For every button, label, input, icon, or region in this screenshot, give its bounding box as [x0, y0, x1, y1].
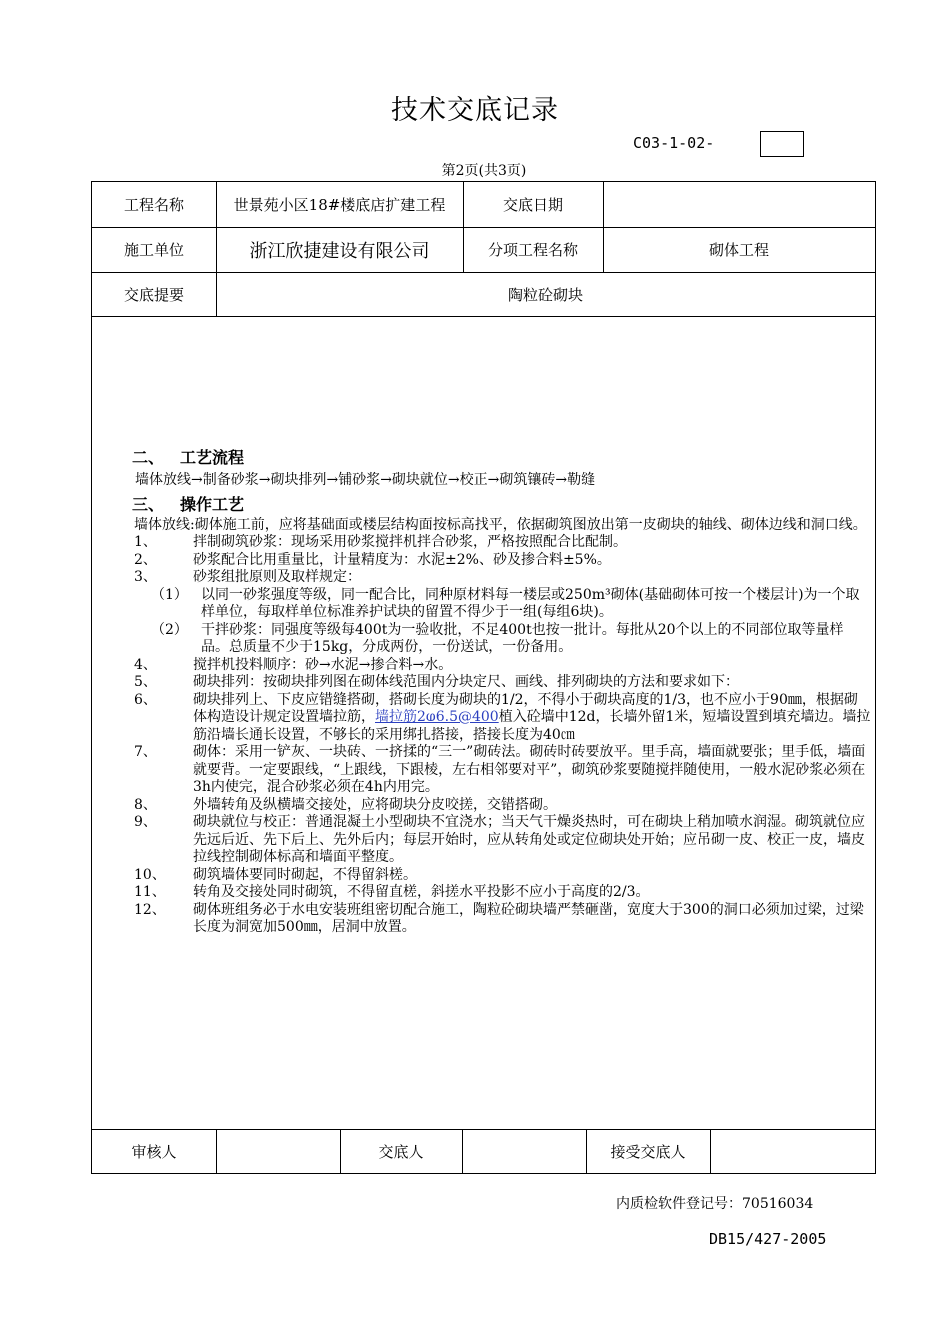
contractor-value: 浙江欣捷建设有限公司 [249, 240, 430, 262]
receiver-label: 接受交底人 [610, 1143, 686, 1161]
section-3-title: 操作工艺 [180, 494, 245, 514]
list-item: 8、 外墙转角及纵横墙交接处，应将砌块分皮咬搓，交错搭砌。 [134, 796, 557, 813]
form-code: C03-1-02- [633, 134, 715, 152]
sub-list-item: （2） 干拌砂浆：同强度等级每400t为一验收批，不足400t也按一批计。每批从20个以上的不同部位取等量样品。总质量不少于15kg，分成两份，一份送试，一份备用。 [151, 621, 844, 655]
section-3-number: 三、 [132, 494, 165, 514]
list-item: 9、 砌块就位与校正：普通混凝土小型砌块不宜浇水；当天气干燥炎热时，可在砌块上稍加喷水润湿。砌筑就位应先远后近、先下后上、先外后内；每层开始时，应从转角处或定位砌块处开始；应吊砌一皮、校正一皮，墙皮拉线控制砌体标高和墙面平整度。 [134, 814, 865, 865]
summary-value: 陶粒砼砌块 [507, 285, 583, 304]
list-item: 5、 砌块排列：按砌块排列图在砌体线范围内分块定尺、画线、排列砌块的方法和要求如下： [134, 674, 739, 690]
list-item: 11、 转角及交接处同时砌筑，不得留直槎，斜搓水平投影不应小于高度的2/3。 [134, 884, 650, 900]
discloser-field[interactable] [462, 1129, 586, 1174]
list-item: 12、 砌体班组务必于水电安装班组密切配合施工，陶粒砼砌块墙严禁砸凿，宽度大于300的洞口必须加过梁，过梁长度为洞宽加500㎜，居洞中放置。 [134, 901, 864, 935]
list-item: 4、 搅拌机投料顺序：砂→水泥→掺合料→水。 [134, 656, 453, 673]
software-registration: 内质检软件登记号：70516034 [616, 1196, 814, 1212]
contractor-label: 施工单位 [123, 241, 184, 259]
section-2-title: 工艺流程 [180, 448, 245, 467]
sub-project-label: 分项工程名称 [487, 241, 578, 259]
section-3-heading [132, 493, 871, 517]
standard-code: DB15/427-2005 [709, 1230, 827, 1248]
sub-project-value: 砌体工程 [708, 241, 769, 259]
list-item: 1、 拌制砌筑砂浆：现场采用砂浆搅拌机拌合砂浆，严格按照配合比配制。 [134, 534, 627, 550]
sub-list-item: （1） 以同一砂浆强度等级，同一配合比，同种原材料每一楼层或250m³砌体(基础砌体可按一个楼层计)为一个取样单位，每取样单位标准养护试块的留置不得少于一组(每组6块)。 [151, 586, 860, 620]
discloser-label: 交底人 [378, 1143, 424, 1161]
section-2-number: 二、 [132, 448, 165, 467]
list-item: 3、 砂浆组批原则及取样规定： [134, 569, 361, 585]
reviewer-field[interactable] [216, 1129, 340, 1174]
list-item: 10、 砌筑墙体要同时砌起，不得留斜槎。 [134, 866, 417, 883]
intro-paragraph: 墙体放线:砌体施工前，应将基础面或楼层结构面按标高找平，依据砌筑图放出第一皮砌块的轴线、砌体边线和洞口线。 [134, 516, 867, 533]
list-item: 6、 砌块排列上、下皮应错缝搭砌，搭砌长度为砌块的1/2，不得小于砌块高度的1/3，也不应小于90㎜，根据砌体构造设计规定设置墙拉筋，墙拉筋2ⱷ6.5@400植入砼墙中12d，长墙外留1米，短墙设置到填充墙边。墙拉筋沿墙长通长设置，不够长的采用绑扎搭接，搭接长度为40㎝ [134, 691, 871, 743]
disclosure-content [101, 446, 871, 937]
project-name-label: 工程名称 [123, 196, 184, 214]
process-flow: 墙体放线→制备砂浆→砌块排列→铺砂浆→砌块就位→校正→砌筑镶砖→勒缝 [135, 472, 596, 488]
disclosure-date-label: 交底日期 [502, 196, 563, 214]
summary-label: 交底提要 [123, 285, 184, 304]
document-title: 技术交底记录 [391, 95, 559, 126]
disclosure-date-value[interactable] [603, 182, 875, 227]
receiver-field[interactable] [710, 1129, 875, 1174]
wall-tie-link[interactable]: 墙拉筋2ⱷ6.5@400 [375, 709, 499, 725]
form-code-box[interactable] [760, 131, 804, 157]
project-name-value: 世景苑小区18#楼底店扩建工程 [233, 196, 446, 214]
section-2-heading [132, 446, 871, 470]
list-item: 7、 砌体：采用一铲灰、一块砖、一挤揉的“三一”砌砖法。砌砖时砖要放平。里手高，墙面就要张；里手低，墙面就要背。一定要跟线，“上跟线，下跟棱，左右相邻要对平”，砌筑砂浆要随搅拌随使用，一般水泥砂浆必须在3h内使完，混合砂浆必须在4h内用完。 [134, 744, 866, 795]
list-item: 2、 砂浆配合比用重量比，计量精度为：水泥±2%、砂及掺合料±5%。 [134, 551, 611, 568]
page-info: 第2页(共3页) [441, 163, 527, 179]
reviewer-label: 审核人 [131, 1143, 177, 1161]
